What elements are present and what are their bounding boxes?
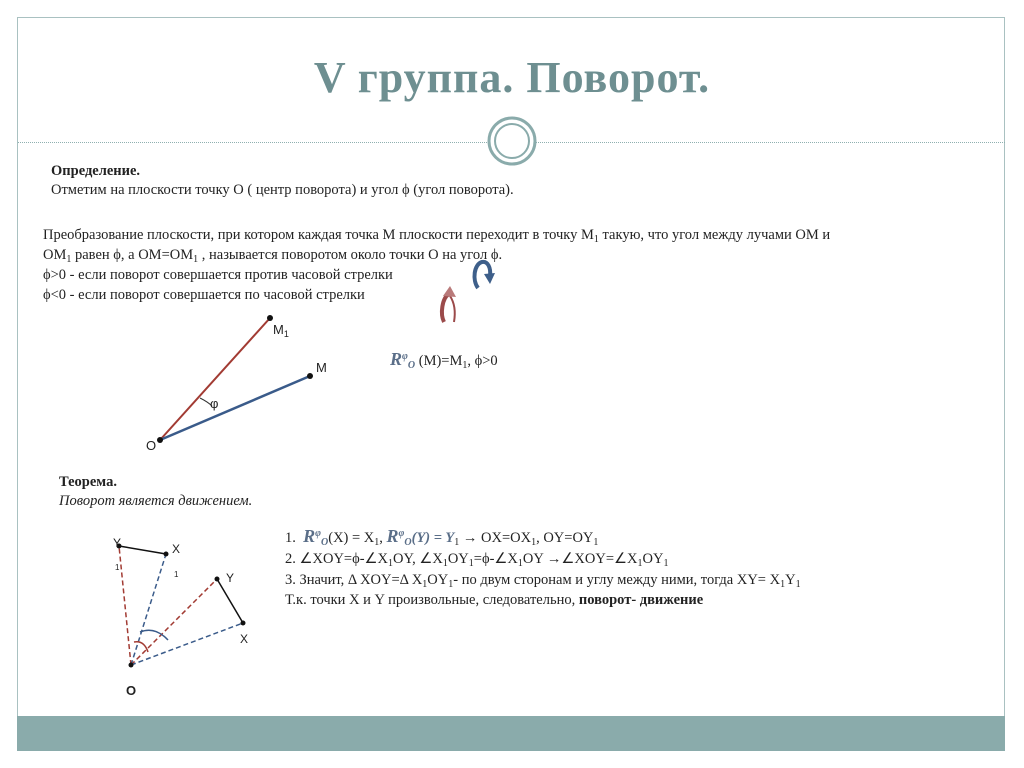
label-x: X bbox=[240, 632, 249, 646]
slide-title: V группа. Поворот. bbox=[313, 53, 711, 102]
label-o: O bbox=[126, 683, 137, 698]
transform-line-3: ϕ>0 - если поворот совершается против часовой стрелки bbox=[43, 267, 393, 283]
footer-bar bbox=[17, 716, 1005, 751]
rotation-operator-y: $R^\varphi_O(Y) = Y$ bbox=[386, 526, 455, 548]
label-y1-sub: 1 bbox=[115, 563, 120, 572]
proof-step-2: 2. $\angle XOY=\phi-\angle X_1OY$, $\angle X_1OY_1=\phi-\angle X_1OY$ $\to\angle XOY=\angle X_1OY_1$ bbox=[285, 551, 669, 569]
rotation-operator: $R^\varphi_O$ bbox=[390, 349, 416, 371]
clockwise-arrow-icon bbox=[436, 284, 462, 324]
point-x1 bbox=[164, 552, 169, 557]
ray-ox bbox=[131, 623, 243, 665]
point-x bbox=[241, 621, 246, 626]
ray-om bbox=[160, 376, 310, 440]
rotation-operator: $R^\varphi_O$ bbox=[303, 526, 329, 548]
label-y: Y bbox=[226, 571, 235, 585]
proof-conclusion: Т.к. точки X и Y произвольные, следовательно, поворот- движение bbox=[285, 592, 704, 608]
segment-x1y1 bbox=[119, 546, 166, 554]
label-o: O bbox=[146, 438, 157, 453]
point-y bbox=[215, 577, 220, 582]
rotation-diagram bbox=[140, 310, 340, 460]
proof-step-1: 1. $R^\varphi_O(X) = X_1$, $R^\varphi_O(Y) = Y_1 \to OX=OX_1$, $OY=OY_1$ bbox=[285, 526, 599, 548]
point-o bbox=[157, 437, 163, 443]
label-x1: X bbox=[172, 542, 181, 556]
transform-line-1: Преобразование плоскости, при котором каждая точка М плоскости переходит в точку $М_1$ такую, что угол между лучами ОМ и bbox=[43, 227, 831, 245]
label-x1-sub: 1 bbox=[174, 570, 179, 579]
label-m1: $M_1$ bbox=[273, 322, 289, 339]
theorem-text: Поворот является движением. bbox=[59, 493, 253, 509]
proof-diagram bbox=[100, 530, 270, 705]
transform-line-4: ϕ<0 - если поворот совершается по часовой стрелки bbox=[43, 287, 365, 303]
theorem-heading: Теорема. bbox=[59, 474, 117, 490]
angle-arc-blue bbox=[140, 630, 168, 640]
transform-line-2: $ОМ_1$ равен ϕ, а $ОМ=ОМ_1$ , называется поворотом около точки О на угол ϕ. bbox=[43, 247, 503, 265]
point-m bbox=[307, 373, 313, 379]
decorative-ring-icon bbox=[487, 116, 537, 166]
ray-oy1 bbox=[119, 546, 131, 665]
definition-text: Отметим на плоскости точку О ( центр поворота) и угол ϕ (угол поворота). bbox=[51, 182, 514, 198]
label-y1: Y bbox=[113, 536, 122, 550]
label-m: M bbox=[316, 360, 327, 375]
proof-step-3: 3. Значит, Δ XOY=Δ $X_1OY_1-$ по двум сторонам и углу между ними, тогда $XY= X_1Y_1$ bbox=[285, 572, 801, 590]
rotation-formula: $R^\varphi_O$ $(M)=M_1$, ϕ>0 bbox=[390, 349, 498, 371]
segment-xy bbox=[217, 579, 243, 623]
ray-om1 bbox=[160, 318, 270, 440]
label-phi: φ bbox=[210, 396, 219, 411]
point-o bbox=[129, 663, 134, 668]
definition-heading: Определение. bbox=[51, 163, 141, 179]
counterclockwise-arrow-icon bbox=[470, 258, 496, 294]
point-m1 bbox=[267, 315, 273, 321]
